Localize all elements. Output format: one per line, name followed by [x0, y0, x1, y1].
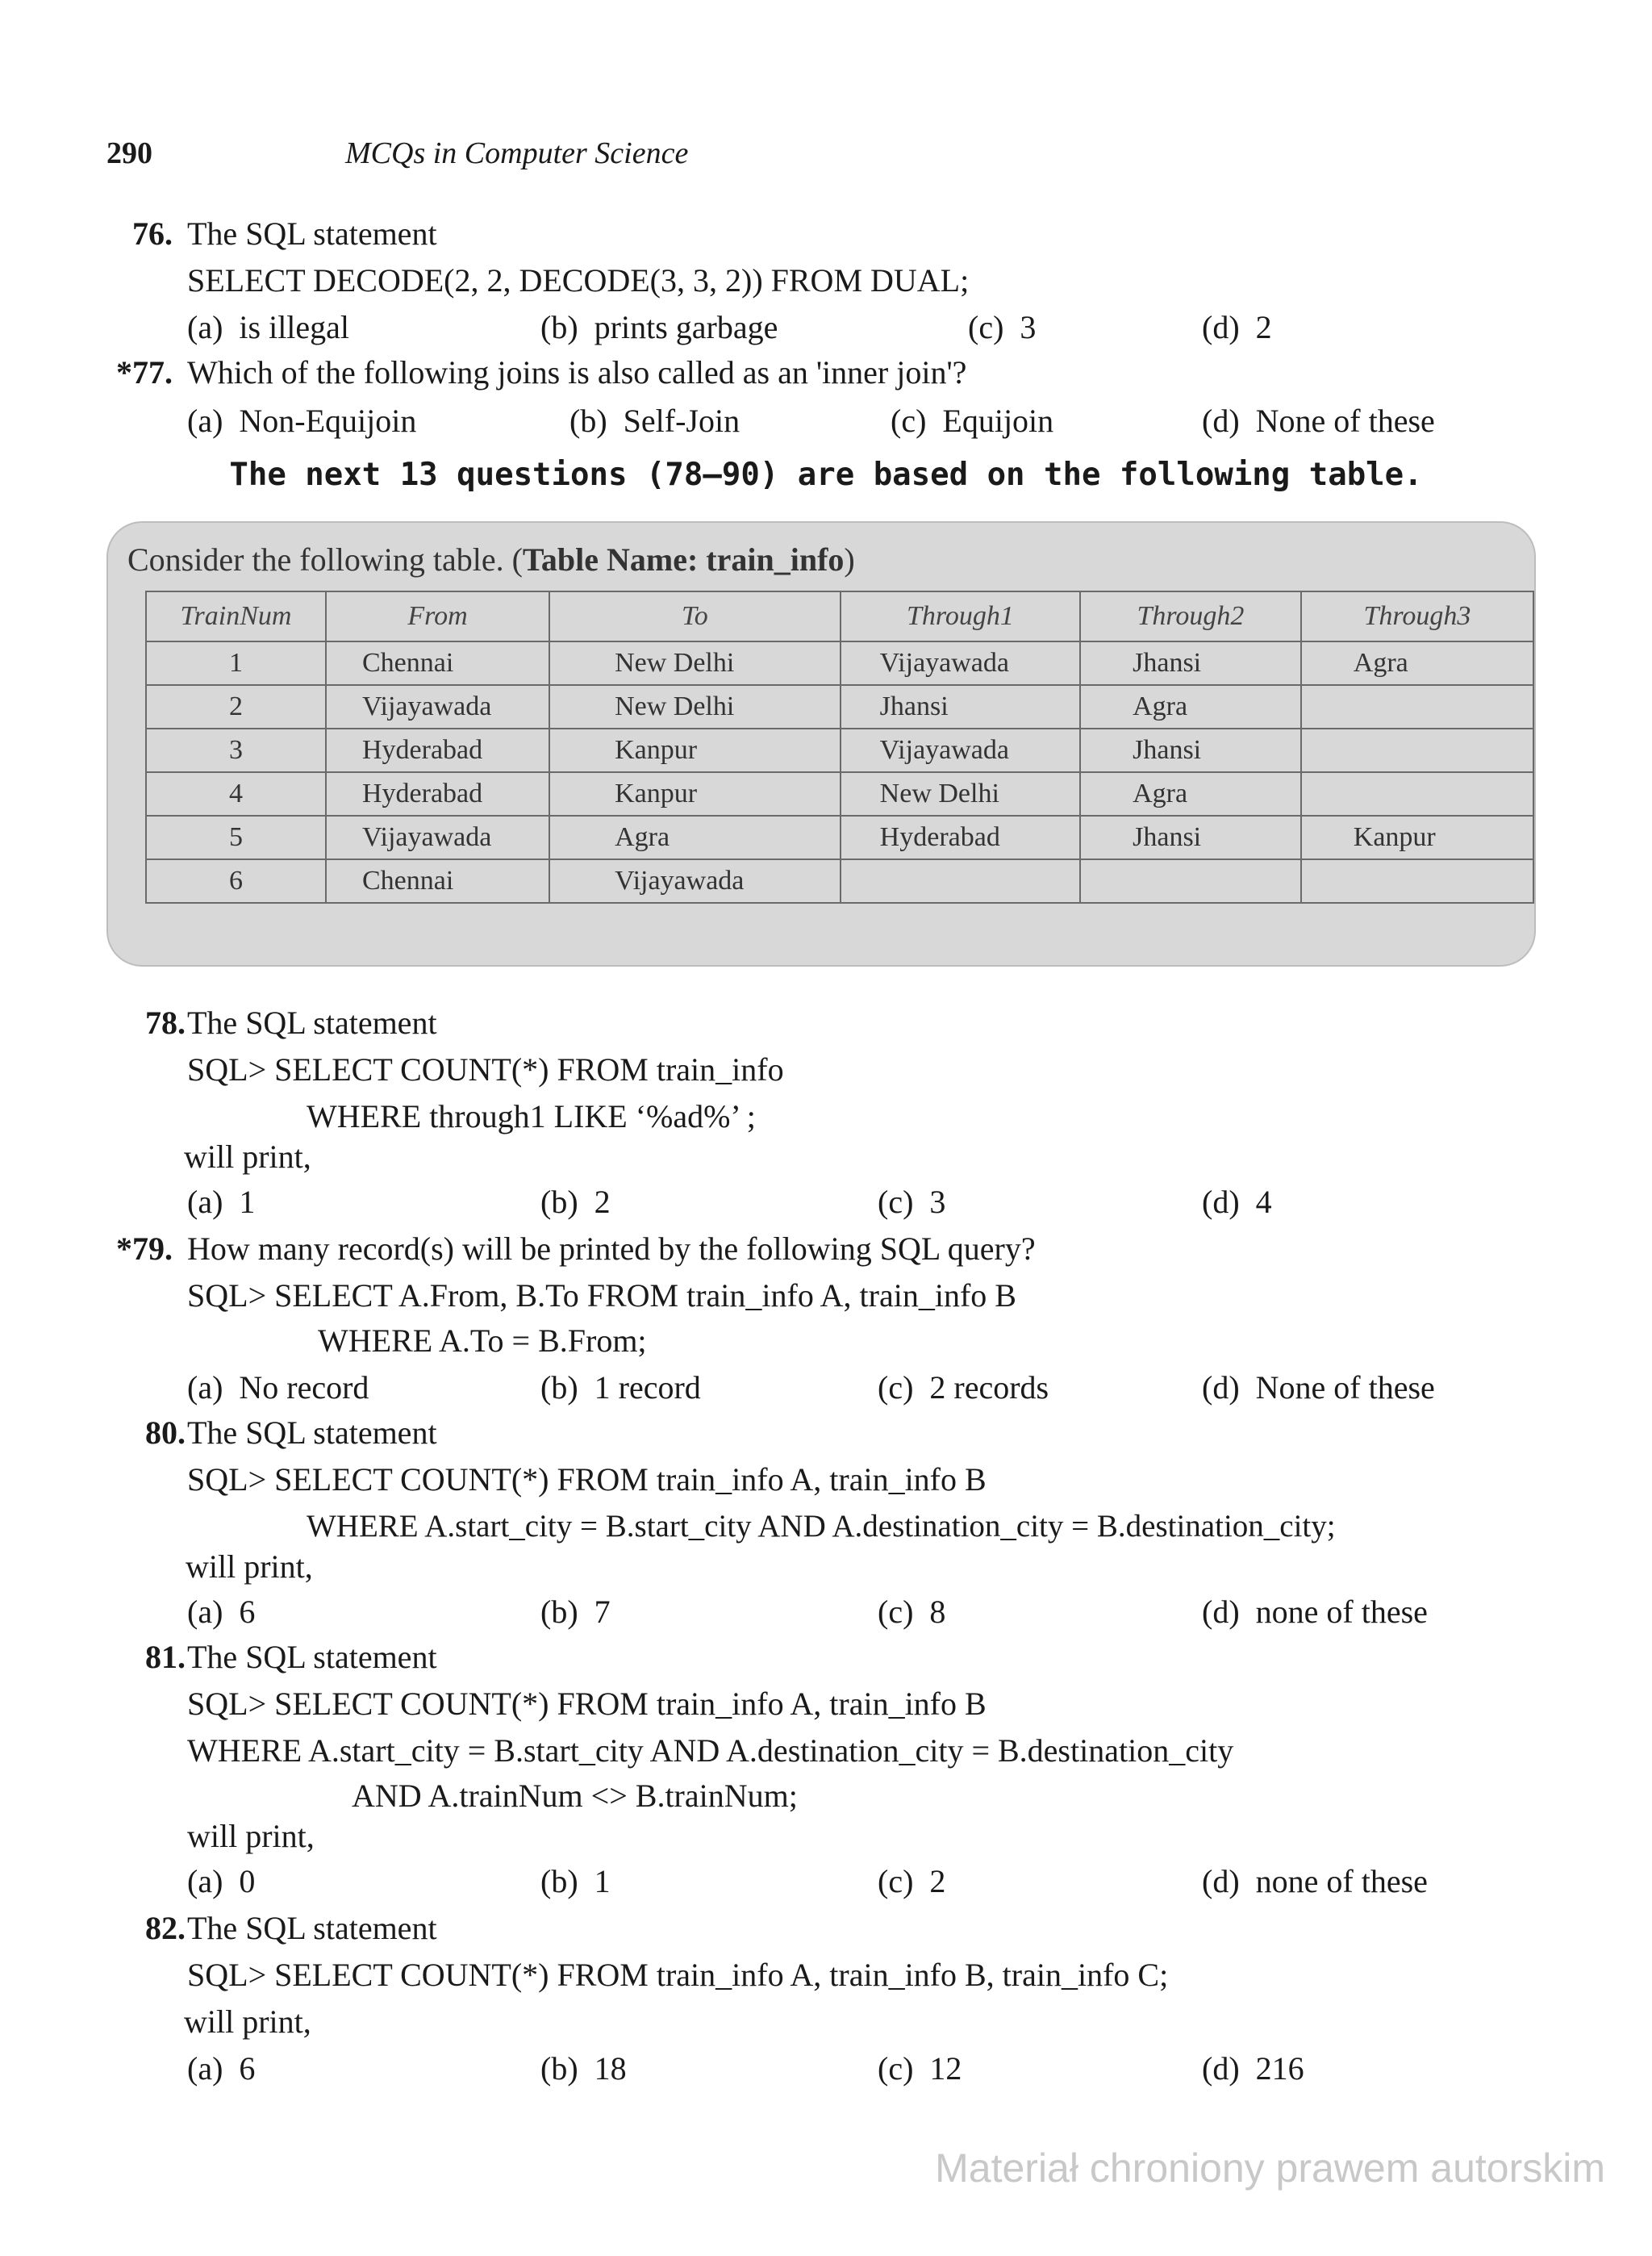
- question-82-option-d: (d) 216: [1202, 2050, 1304, 2087]
- table-row: [146, 772, 1533, 816]
- table-panel: [106, 521, 1536, 967]
- question-77-option-c: (c) Equijoin: [891, 403, 1054, 439]
- question-79-number: *79.: [116, 1230, 173, 1267]
- table-cell: New Delhi: [549, 641, 841, 685]
- table-header-row: [146, 591, 1533, 641]
- question-77-text: Which of the following joins is also called as an 'inner join'?: [187, 354, 967, 391]
- table-cell: Vijayawada: [326, 816, 549, 859]
- table-cell: Vijayawada: [326, 685, 549, 729]
- column-header: TrainNum: [146, 591, 326, 641]
- question-81-option-a: (a) 0: [187, 1863, 256, 1899]
- question-81-code-3: AND A.trainNum <> B.trainNum;: [352, 1778, 798, 1814]
- table-cell: New Delhi: [841, 772, 1080, 816]
- table-row: [146, 859, 1533, 903]
- question-78-option-b: (b) 2: [540, 1184, 611, 1220]
- question-77-number: *77.: [116, 354, 173, 391]
- table-cell: [1301, 685, 1533, 729]
- column-header: Through2: [1080, 591, 1301, 641]
- question-80-option-b: (b) 7: [540, 1594, 611, 1630]
- table-row: [146, 816, 1533, 859]
- column-header: Through3: [1301, 591, 1533, 641]
- question-76-option-a: (a) is illegal: [187, 309, 350, 345]
- page-number: 290: [106, 136, 152, 170]
- table-cell: New Delhi: [549, 685, 841, 729]
- table-cell: Kanpur: [549, 729, 841, 772]
- table-cell: Hyderabad: [326, 772, 549, 816]
- table-cell: Hyderabad: [841, 816, 1080, 859]
- question-80-code-2: WHERE A.start_city = B.start_city AND A.destination_city = B.destination_city;: [307, 1509, 1336, 1544]
- question-76-option-b: (b) prints garbage: [540, 309, 778, 345]
- question-78-text-2: will print,: [184, 1138, 311, 1175]
- question-81-text: The SQL statement: [187, 1639, 437, 1675]
- table-cell: [1080, 859, 1301, 903]
- question-79-code-2: WHERE A.To = B.From;: [318, 1322, 647, 1359]
- table-row: [146, 685, 1533, 729]
- question-80-number: 80.: [145, 1414, 186, 1451]
- question-82-text-2: will print,: [184, 2003, 311, 2040]
- table-cell: Vijayawada: [549, 859, 841, 903]
- table-cell: Jhansi: [1080, 641, 1301, 685]
- table-cell: [1301, 859, 1533, 903]
- table-cell: Hyderabad: [326, 729, 549, 772]
- table-row: [146, 641, 1533, 685]
- question-81-number: 81.: [145, 1639, 186, 1675]
- question-77-option-a: (a) Non-Equijoin: [187, 403, 417, 439]
- question-81-option-c: (c) 2: [878, 1863, 946, 1899]
- table-cell: 5: [146, 816, 326, 859]
- column-header: To: [549, 591, 841, 641]
- table-cell: Jhansi: [1080, 729, 1301, 772]
- column-header: Through1: [841, 591, 1080, 641]
- table-cell: Jhansi: [1080, 816, 1301, 859]
- question-78-text: The SQL statement: [187, 1005, 437, 1041]
- question-81-option-d: (d) none of these: [1202, 1863, 1428, 1899]
- train-info-table: [145, 591, 1534, 904]
- table-cell: Kanpur: [1301, 816, 1533, 859]
- question-79-option-c: (c) 2 records: [878, 1369, 1049, 1406]
- question-81-text-2: will print,: [187, 1818, 315, 1854]
- question-78-option-d: (d) 4: [1202, 1184, 1272, 1220]
- running-title: MCQs in Computer Science: [345, 136, 689, 170]
- question-82-number: 82.: [145, 1910, 186, 1946]
- question-79-option-b: (b) 1 record: [540, 1369, 701, 1406]
- table-cell: Chennai: [326, 641, 549, 685]
- question-82-option-a: (a) 6: [187, 2050, 256, 2087]
- table-caption-text: Consider the following table. (: [127, 541, 523, 578]
- question-81-code-2: WHERE A.start_city = B.start_city AND A.destination_city = B.destination_city: [187, 1732, 1234, 1769]
- question-78-option-c: (c) 3: [878, 1184, 946, 1220]
- question-76-option-d: (d) 2: [1202, 309, 1272, 345]
- question-80-text-2: will print,: [186, 1548, 313, 1585]
- question-76-text: The SQL statement: [187, 215, 437, 252]
- table-cell: Agra: [1080, 685, 1301, 729]
- question-80-option-c: (c) 8: [878, 1594, 946, 1630]
- question-80-option-d: (d) none of these: [1202, 1594, 1428, 1630]
- question-77-option-b: (b) Self-Join: [569, 403, 740, 439]
- question-79-text: How many record(s) will be printed by the following SQL query?: [187, 1230, 1036, 1267]
- table-caption-end: ): [844, 541, 855, 578]
- question-82-option-b: (b) 18: [540, 2050, 627, 2087]
- question-79-code-1: SQL> SELECT A.From, B.To FROM train_info A, train_info B: [187, 1277, 1016, 1314]
- column-header: From: [326, 591, 549, 641]
- question-79-option-a: (a) No record: [187, 1369, 369, 1406]
- question-78-option-a: (a) 1: [187, 1184, 256, 1220]
- question-80-code-1: SQL> SELECT COUNT(*) FROM train_info A, train_info B: [187, 1461, 987, 1498]
- question-76-code: SELECT DECODE(2, 2, DECODE(3, 3, 2)) FROM DUAL;: [187, 262, 970, 299]
- table-cell: Jhansi: [841, 685, 1080, 729]
- table-cell: Agra: [549, 816, 841, 859]
- table-cell: Vijayawada: [841, 729, 1080, 772]
- question-82-code: SQL> SELECT COUNT(*) FROM train_info A, train_info B, train_info C;: [187, 1957, 1169, 1993]
- question-78-number: 78.: [145, 1005, 186, 1041]
- table-cell: 6: [146, 859, 326, 903]
- question-81-option-b: (b) 1: [540, 1863, 611, 1899]
- table-cell: [841, 859, 1080, 903]
- question-77-option-d: (d) None of these: [1202, 403, 1435, 439]
- table-name: Table Name: train_info: [522, 541, 845, 578]
- question-76-option-c: (c) 3: [968, 309, 1037, 345]
- section-banner: The next 13 questions (78–90) are based on the following table.: [229, 457, 1423, 493]
- table-cell: Agra: [1301, 641, 1533, 685]
- table-cell: Agra: [1080, 772, 1301, 816]
- question-76-number: 76.: [132, 215, 173, 252]
- table-caption: [127, 541, 855, 579]
- table-cell: [1301, 772, 1533, 816]
- table-cell: Vijayawada: [841, 641, 1080, 685]
- question-78-code-2: WHERE through1 LIKE ‘%ad%’ ;: [307, 1098, 756, 1134]
- table-cell: 2: [146, 685, 326, 729]
- question-78-code-1: SQL> SELECT COUNT(*) FROM train_info: [187, 1051, 784, 1088]
- question-82-option-c: (c) 12: [878, 2050, 962, 2087]
- question-79-option-d: (d) None of these: [1202, 1369, 1435, 1406]
- table-cell: Kanpur: [549, 772, 841, 816]
- copyright-watermark: Materiał chroniony prawem autorskim: [935, 2145, 1605, 2191]
- question-80-text: The SQL statement: [187, 1414, 437, 1451]
- table-cell: 1: [146, 641, 326, 685]
- table-cell: Chennai: [326, 859, 549, 903]
- table-cell: 3: [146, 729, 326, 772]
- table-cell: [1301, 729, 1533, 772]
- question-81-code-1: SQL> SELECT COUNT(*) FROM train_info A, train_info B: [187, 1686, 987, 1722]
- table-row: [146, 729, 1533, 772]
- question-82-text: The SQL statement: [187, 1910, 437, 1946]
- question-80-option-a: (a) 6: [187, 1594, 256, 1630]
- table-cell: 4: [146, 772, 326, 816]
